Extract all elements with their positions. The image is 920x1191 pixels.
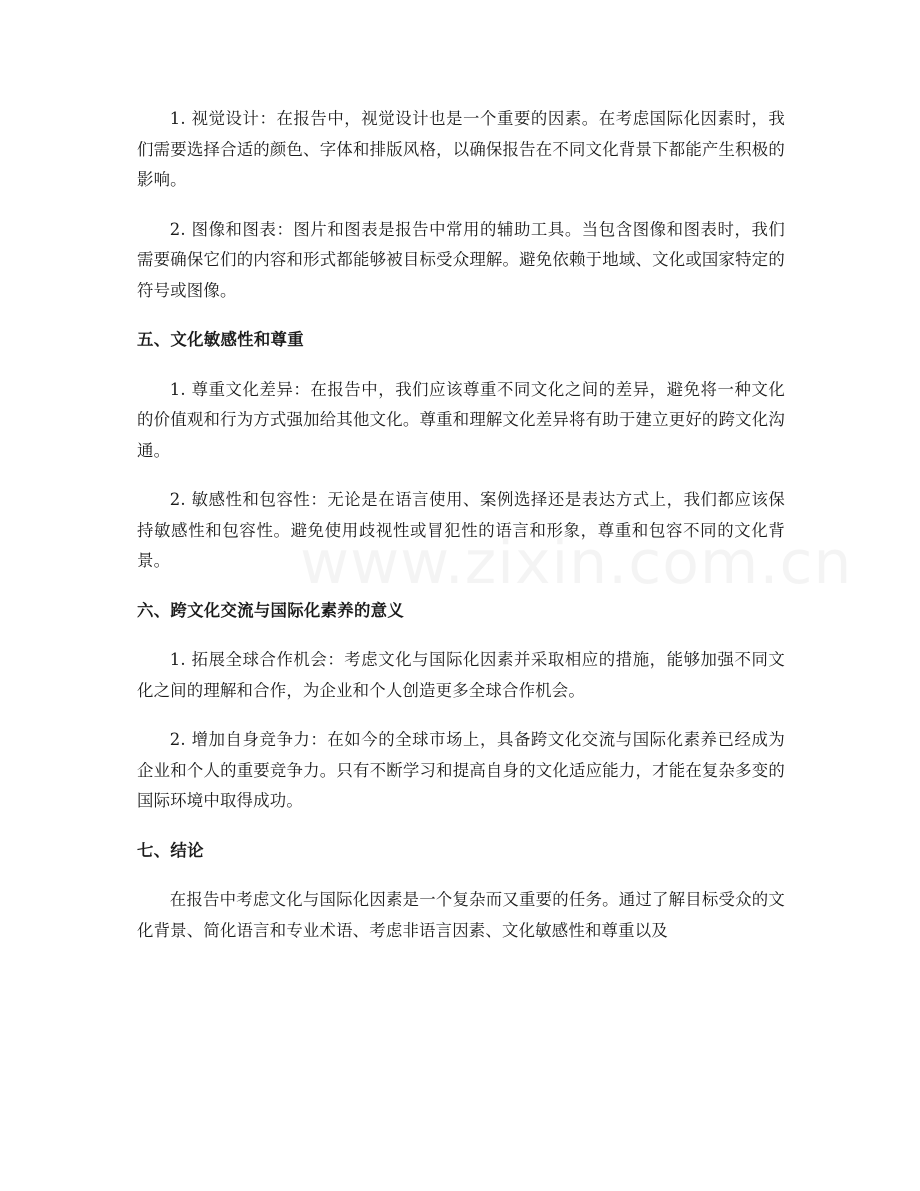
paragraph-sensitivity-inclusiveness: 2. 敏感性和包容性：无论是在语言使用、案例选择还是表达方式上，我们都应该保持敏感性和包容性。避免使用歧视性或冒犯性的语言和形象，尊重和包容不同的文化背景。 <box>137 490 785 570</box>
section-heading-7: 七、结论 <box>137 840 204 860</box>
paragraph-respect-differences: 1. 尊重文化差异：在报告中，我们应该尊重不同文化之间的差异，避免将一种文化的价值观和行为方式强加给其他文化。尊重和理解文化差异将有助于建立更好的跨文化沟通。 <box>137 379 785 460</box>
paragraph-conclusion: 在报告中考虑文化与国际化因素是一个复杂而又重要的任务。通过了解目标受众的文化背景、简化语言和专业术语、考虑非语言因素、文化敏感性和尊重以及 <box>137 890 785 940</box>
paragraph-images-charts: 2. 图像和图表：图片和图表是报告中常用的辅助工具。当包含图像和图表时，我们需要确保它们的内容和形式都能够被目标受众理解。避免依赖于地域、文化或国家特定的符号或图像。 <box>137 219 785 300</box>
section-heading-5: 五、文化敏感性和尊重 <box>137 330 304 349</box>
paragraph-visual-design: 1. 视觉设计：在报告中，视觉设计也是一个重要的因素。在考虑国际化因素时，我们需要选择合适的颜色、字体和排版风格，以确保报告在不同文化背景下都能产生积极的影响。 <box>137 109 785 189</box>
section-heading-6: 六、跨文化交流与国际化素养的意义 <box>137 600 405 620</box>
document-body <box>137 104 785 965</box>
paragraph-competitiveness: 2. 增加自身竞争力：在如今的全球市场上，具备跨文化交流与国际化素养已经成为企业和个人的重要竞争力。只有不断学习和提高自身的文化适应能力，才能在复杂多变的国际环境中取得成功。 <box>137 730 785 810</box>
paragraph-global-cooperation: 1. 拓展全球合作机会：考虑文化与国际化因素并采取相应的措施，能够加强不同文化之间的理解和合作，为企业和个人创造更多全球合作机会。 <box>137 650 785 700</box>
